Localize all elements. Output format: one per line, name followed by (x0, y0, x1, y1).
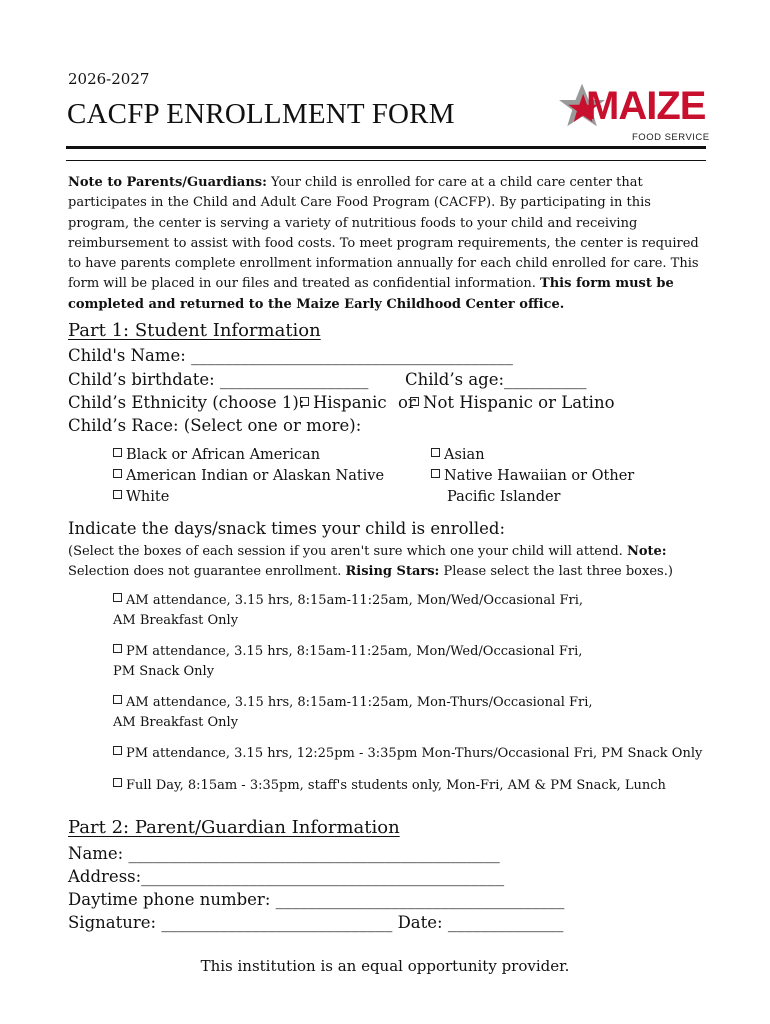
session-option-2[interactable] (113, 642, 713, 682)
checkbox-icon[interactable] (431, 448, 440, 457)
child-name-field[interactable]: Child's Name: _______________________________________ (68, 346, 513, 365)
signature-date-field[interactable]: Signature: ____________________________ Date: ______________ (68, 913, 564, 932)
logo-subtext: FOOD SERVICE (632, 132, 710, 143)
page-title: CACFP ENROLLMENT FORM (67, 98, 455, 130)
instr-rising-stars-label: Rising Stars: (345, 564, 440, 579)
parent-name-field[interactable]: Name: _____________________________________________ (68, 844, 500, 863)
checkbox-icon[interactable] (113, 593, 122, 602)
session-text: PM attendance, 3.15 hrs, 8:15am-11:25am, Mon/Wed/Occasional Fri, (126, 644, 583, 659)
session-text: AM Breakfast Only (113, 613, 239, 628)
checkbox-icon[interactable] (113, 778, 122, 787)
school-year: 2026-2027 (68, 70, 150, 88)
parent-note (68, 173, 708, 315)
header-rule-thick (66, 146, 706, 149)
session-option-3[interactable] (113, 693, 713, 733)
race-option-black[interactable] (113, 447, 320, 463)
days-heading: Indicate the days/snack times your child is enrolled: (68, 519, 506, 538)
instr-note-label: Note: (626, 544, 667, 559)
session-text: PM Snack Only (113, 664, 215, 679)
checkbox-icon[interactable] (113, 746, 122, 755)
child-age-field[interactable]: Child’s age:__________ (405, 370, 587, 389)
checkbox-icon[interactable] (113, 469, 122, 478)
option-label: Hispanic (313, 393, 387, 412)
instr-text: Selection does not guarantee enrollment. (68, 564, 346, 579)
maize-logo (556, 78, 710, 148)
ethnicity-label: Child’s Ethnicity (choose 1): (68, 393, 305, 412)
session-option-4[interactable] (113, 744, 733, 764)
days-instructions-line1 (68, 544, 667, 559)
checkbox-icon[interactable] (113, 644, 122, 653)
child-birthdate-field[interactable]: Child’s birthdate: __________________ (68, 370, 369, 389)
option-label: Native Hawaiian or Other (444, 468, 635, 484)
parent-address-field[interactable]: Address:____________________________________________ (68, 867, 505, 886)
note-emphasis: This form must be completed and returned to the Maize Early Childhood Center office. (68, 276, 674, 312)
race-option-pacific-islander-label: Pacific Islander (447, 489, 561, 505)
checkbox-icon[interactable] (410, 397, 419, 406)
session-option-5[interactable] (113, 776, 733, 796)
part2-heading: Part 2: Parent/Guardian Information (68, 817, 400, 838)
note-label: Note to Parents/Guardians: (68, 175, 267, 190)
header-rule-thin (66, 160, 706, 161)
parent-phone-field[interactable]: Daytime phone number: ___________________________________ (68, 890, 565, 909)
ethnicity-hispanic-option[interactable] (300, 393, 416, 412)
checkbox-icon[interactable] (113, 490, 122, 499)
instr-text: Please select the last three boxes.) (439, 564, 673, 579)
session-option-1[interactable] (113, 591, 713, 631)
or-text: or (397, 393, 416, 412)
session-text: PM attendance, 3.15 hrs, 12:25pm - 3:35pm Mon-Thurs/Occasional Fri, PM Snack Only (126, 746, 703, 761)
ethnicity-not-hispanic-option[interactable] (410, 393, 615, 412)
race-option-white[interactable] (113, 489, 169, 505)
session-text: Full Day, 8:15am - 3:35pm, staff's students only, Mon-Fri, AM & PM Snack, Lunch (126, 778, 666, 793)
option-label: Asian (444, 447, 485, 463)
race-option-american-indian[interactable] (113, 468, 384, 484)
checkbox-icon[interactable] (113, 695, 122, 704)
checkbox-icon[interactable] (113, 448, 122, 457)
option-label: Black or African American (126, 447, 321, 463)
race-option-asian[interactable] (431, 447, 485, 463)
session-text: AM attendance, 3.15 hrs, 8:15am-11:25am, Mon/Wed/Occasional Fri, (126, 593, 583, 608)
session-text: AM attendance, 3.15 hrs, 8:15am-11:25am, Mon-Thurs/Occasional Fri, (126, 695, 593, 710)
note-body: Your child is enrolled for care at a child care center that participates in the Child and Adult Care Food Program (CACFP). By participating in this program, the center is serving a variety of nutritious foods to your child and receiving reimbursement to assist with food costs. To meet program requirements, the center is required to have parents complete enrollment information annually for each child enrolled for care. This form will be placed in our files and treated as confidential information. (68, 175, 699, 292)
footer-statement: This institution is an equal opportunity provider. (200, 957, 570, 975)
checkbox-icon[interactable] (300, 397, 309, 406)
option-label: White (126, 489, 170, 505)
session-text: AM Breakfast Only (113, 715, 239, 730)
option-label: Not Hispanic or Latino (423, 393, 615, 412)
option-label: American Indian or Alaskan Native (126, 468, 385, 484)
days-instructions-line2 (68, 564, 673, 579)
race-option-native-hawaiian[interactable] (431, 468, 634, 484)
instr-text: (Select the boxes of each session if you aren't sure which one your child will attend. (68, 544, 627, 559)
race-label: Child’s Race: (Select one or more): (68, 416, 362, 435)
logo-wordmark: MAIZE (586, 84, 706, 128)
checkbox-icon[interactable] (431, 469, 440, 478)
part1-heading: Part 1: Student Information (68, 320, 321, 341)
